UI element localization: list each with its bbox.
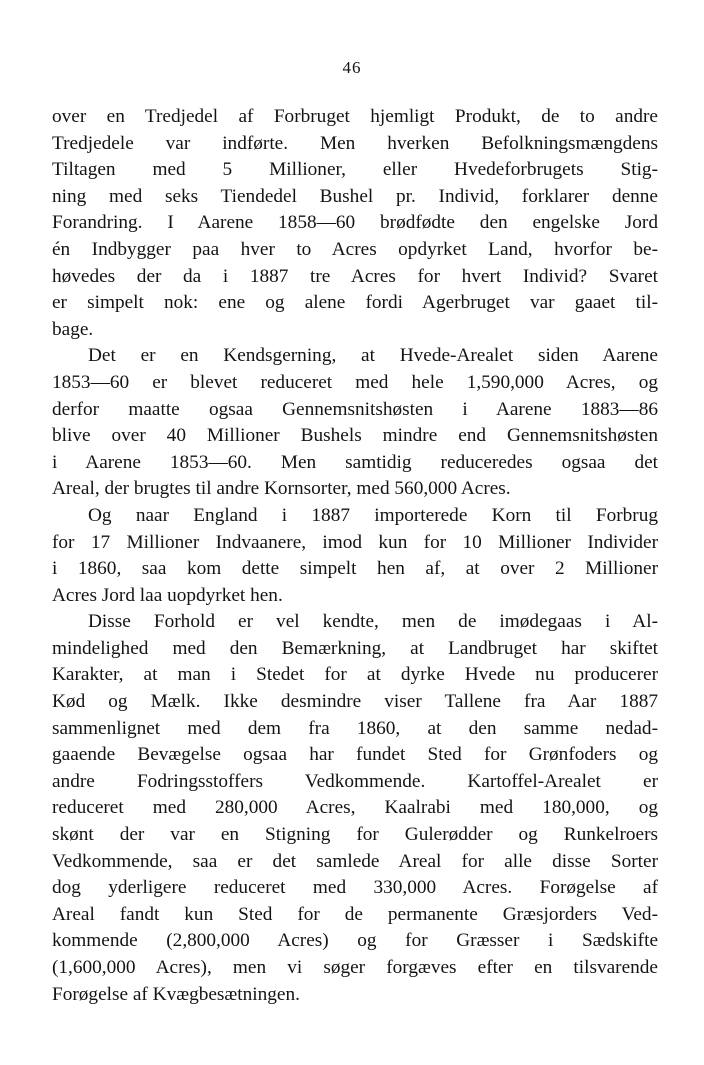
text-line: blive over 40 Millioner Bushels mindre end Gennemsnitshøsten xyxy=(52,425,658,447)
text-line: derfor maatte ogsaa Gennemsnitshøsten i Aarene 1883—86 xyxy=(52,398,658,420)
text-line: Disse Forhold er vel kendte, men de imødegaas i Al- xyxy=(88,611,658,633)
text-line: kommende (2,800,000 Acres) og for Græsser i Sædskifte xyxy=(52,930,658,952)
text-line: Karakter, at man i Stedet for at dyrke Hvede nu producerer xyxy=(52,664,658,686)
text-line: Og naar England i 1887 importerede Korn til Forbrug xyxy=(88,504,658,526)
text-line: Acres Jord laa uopdyrket hen. xyxy=(52,584,283,606)
text-line: for 17 Millioner Indvaanere, imod kun for 10 Millioner Individer xyxy=(52,531,658,553)
text-line: bage. xyxy=(52,318,94,340)
text-line: 1853—60 er blevet reduceret med hele 1,590,000 Acres, og xyxy=(52,371,658,393)
text-line: reduceret med 280,000 Acres, Kaalrabi med 180,000, og xyxy=(52,797,658,819)
text-line: Areal, der brugtes til andre Kornsorter, med 560,000 Acres. xyxy=(52,478,511,500)
text-line: Areal fandt kun Sted for de permanente Græsjorders Ved- xyxy=(52,903,658,925)
text-line: i Aarene 1853—60. Men samtidig reduceredes ogsaa det xyxy=(52,451,658,473)
text-line: sammenlignet med dem fra 1860, at den samme nedad- xyxy=(52,717,658,739)
text-line: Tiltagen med 5 Millioner, eller Hvedeforbrugets Stig- xyxy=(52,159,658,181)
text-line: Tredjedele var indførte. Men hverken Befolkningsmængdens xyxy=(52,132,658,154)
text-line: dog yderligere reduceret med 330,000 Acres. Forøgelse af xyxy=(52,877,658,899)
text-line: andre Fodringsstoffers Vedkommende. Kartoffel-Arealet er xyxy=(52,770,658,792)
text-line: gaaende Bevægelse ogsaa har fundet Sted for Grønfoders og xyxy=(52,744,658,766)
text-line: Det er en Kendsgerning, at Hvede-Arealet siden Aarene xyxy=(88,345,658,367)
text-line: Vedkommende, saa er det samlede Areal for alle disse Sorter xyxy=(52,850,658,872)
text-line: mindelighed med den Bemærkning, at Landbruget har skiftet xyxy=(52,637,658,659)
text-line: Forandring. I Aarene 1858—60 brødfødte den engelske Jord xyxy=(52,212,658,234)
text-line: Forøgelse af Kvægbesætningen. xyxy=(52,983,300,1005)
page-number: 46 xyxy=(342,58,362,77)
text-line: ning med seks Tiendedel Bushel pr. Individ, forklarer denne xyxy=(52,185,658,207)
text-line: høvedes der da i 1887 tre Acres for hvert Individ? Svaret xyxy=(52,265,658,287)
text-line: Kød og Mælk. Ikke desmindre viser Tallene fra Aar 1887 xyxy=(52,691,658,713)
text-line: over en Tredjedel af Forbruget hjemligt Produkt, de to andre xyxy=(52,106,658,127)
body-text xyxy=(52,104,658,1008)
text-line: (1,600,000 Acres), men vi søger forgæves efter en tilsvarende xyxy=(52,957,658,978)
text-line: skønt der var en Stigning for Gulerødder og Runkelroers xyxy=(52,824,658,846)
text-line: én Indbygger paa hver to Acres opdyrket Land, hvorfor be- xyxy=(52,238,658,260)
text-line: i 1860, saa kom dette simpelt hen af, at over 2 Millioner xyxy=(52,558,658,580)
text-line: er simpelt nok: ene og alene fordi Agerbruget var gaaet til- xyxy=(52,292,658,314)
